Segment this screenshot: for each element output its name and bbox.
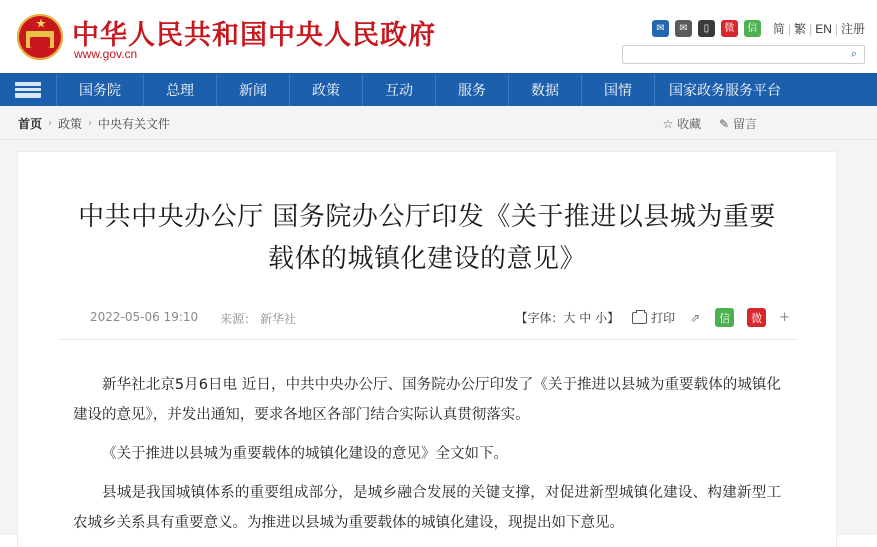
breadcrumb bbox=[18, 115, 170, 132]
article-meta-right bbox=[515, 308, 790, 327]
register-link[interactable]: 注册 bbox=[840, 22, 865, 36]
printer-icon bbox=[632, 312, 647, 324]
weibo-icon[interactable]: 微 bbox=[721, 20, 738, 37]
national-emblem-icon: ★ bbox=[17, 14, 63, 60]
site-header bbox=[0, 0, 877, 73]
wechat-icon[interactable]: 信 bbox=[744, 20, 761, 37]
breadcrumb-bar bbox=[0, 106, 877, 140]
chevron-right-icon-2: › bbox=[88, 118, 93, 129]
lang-traditional-link[interactable]: 繁 bbox=[794, 22, 807, 36]
print-button[interactable] bbox=[632, 309, 675, 326]
page-title: 中共中央办公厅 国务院办公厅印发《关于推进以县城为重要载体的城镇化建设的意见》 bbox=[78, 202, 776, 274]
share-icon[interactable]: ⇗ bbox=[690, 310, 701, 325]
article-paragraph-1: 新华社北京5月6日电 近日，中共中央办公厅、国务院办公厅印发了《关于推进以县城为重要载体的城镇化建设的意见》，并发出通知，要求各地区各部门结合实际认真贯彻落实。 bbox=[73, 377, 781, 423]
home-icon bbox=[15, 82, 41, 98]
mail-icon[interactable]: ✉ bbox=[652, 20, 669, 37]
article-paragraph-2: 《关于推进以县城为重要载体的城镇化建设的意见》全文如下。 bbox=[102, 446, 508, 462]
nav-item-fuwu[interactable]: 服务 bbox=[435, 74, 508, 106]
wechat-share-icon[interactable]: 信 bbox=[715, 308, 734, 327]
nav-item-guowuyuan[interactable]: 国务院 bbox=[56, 74, 143, 106]
comment-label: 留言 bbox=[732, 117, 757, 131]
message-icon[interactable]: ✉ bbox=[675, 20, 692, 37]
main-navigation bbox=[0, 73, 877, 106]
nav-home-button[interactable] bbox=[0, 74, 56, 106]
comment-button[interactable]: ✎ 留言 bbox=[719, 117, 757, 131]
search-bar[interactable] bbox=[622, 45, 865, 64]
breadcrumb-item-policy[interactable]: 政策 bbox=[58, 117, 83, 131]
site-url: www.gov.cn bbox=[74, 47, 138, 61]
language-links: 简 | 繁 | EN | 注册 bbox=[772, 22, 865, 36]
source-label: 来源： bbox=[220, 312, 257, 326]
article-meta-left bbox=[90, 310, 296, 327]
article-body bbox=[73, 370, 781, 538]
nav-item-zhengwu-platform[interactable]: 国家政务服务平台 bbox=[654, 74, 795, 106]
lang-english-link[interactable]: EN bbox=[815, 22, 832, 36]
breadcrumb-actions bbox=[663, 115, 757, 132]
nav-item-hudong[interactable]: 互动 bbox=[362, 74, 435, 106]
source-block bbox=[220, 310, 296, 327]
search-icon[interactable]: ⌕ bbox=[850, 48, 858, 60]
nav-item-xinwen[interactable]: 新闻 bbox=[216, 74, 289, 106]
article-card bbox=[18, 152, 836, 547]
header-tools bbox=[652, 20, 865, 37]
mobile-icon[interactable]: ▯ bbox=[698, 20, 715, 37]
nav-item-zhengce[interactable]: 政策 bbox=[289, 74, 362, 106]
weibo-share-icon[interactable]: 微 bbox=[747, 308, 766, 327]
source-value: 新华社 bbox=[259, 312, 296, 326]
breadcrumb-item-central-documents[interactable]: 中央有关文件 bbox=[98, 117, 171, 131]
article-paragraph-3: 县城是我国城镇体系的重要组成部分，是城乡融合发展的关键支撑，对促进新型城镇化建设、构建新型工农城乡关系具有重要意义。为推进以县城为重要载体的城镇化建设，现提出如下意见。 bbox=[73, 485, 781, 531]
font-size-control[interactable]: 【字体：大 中 小】 bbox=[515, 311, 620, 325]
publish-date: 2022-05-06 19:10 bbox=[90, 310, 199, 324]
nav-item-zongli[interactable]: 总理 bbox=[143, 74, 216, 106]
nav-item-shuju[interactable]: 数据 bbox=[508, 74, 581, 106]
content-area bbox=[0, 140, 877, 535]
favorite-button[interactable]: ☆ 收藏 bbox=[662, 117, 702, 131]
site-title: 中华人民共和国中央人民政府 bbox=[72, 20, 436, 51]
article-meta bbox=[58, 308, 796, 340]
chevron-right-icon: › bbox=[48, 118, 53, 129]
more-share-icon[interactable]: + bbox=[779, 310, 790, 325]
print-label: 打印 bbox=[651, 311, 676, 325]
breadcrumb-item-home[interactable]: 首页 bbox=[18, 117, 43, 131]
nav-item-guoqing[interactable]: 国情 bbox=[581, 74, 654, 106]
lang-simplified-link[interactable]: 简 bbox=[772, 22, 785, 36]
search-input[interactable] bbox=[623, 48, 846, 65]
favorite-label: 收藏 bbox=[677, 117, 702, 131]
